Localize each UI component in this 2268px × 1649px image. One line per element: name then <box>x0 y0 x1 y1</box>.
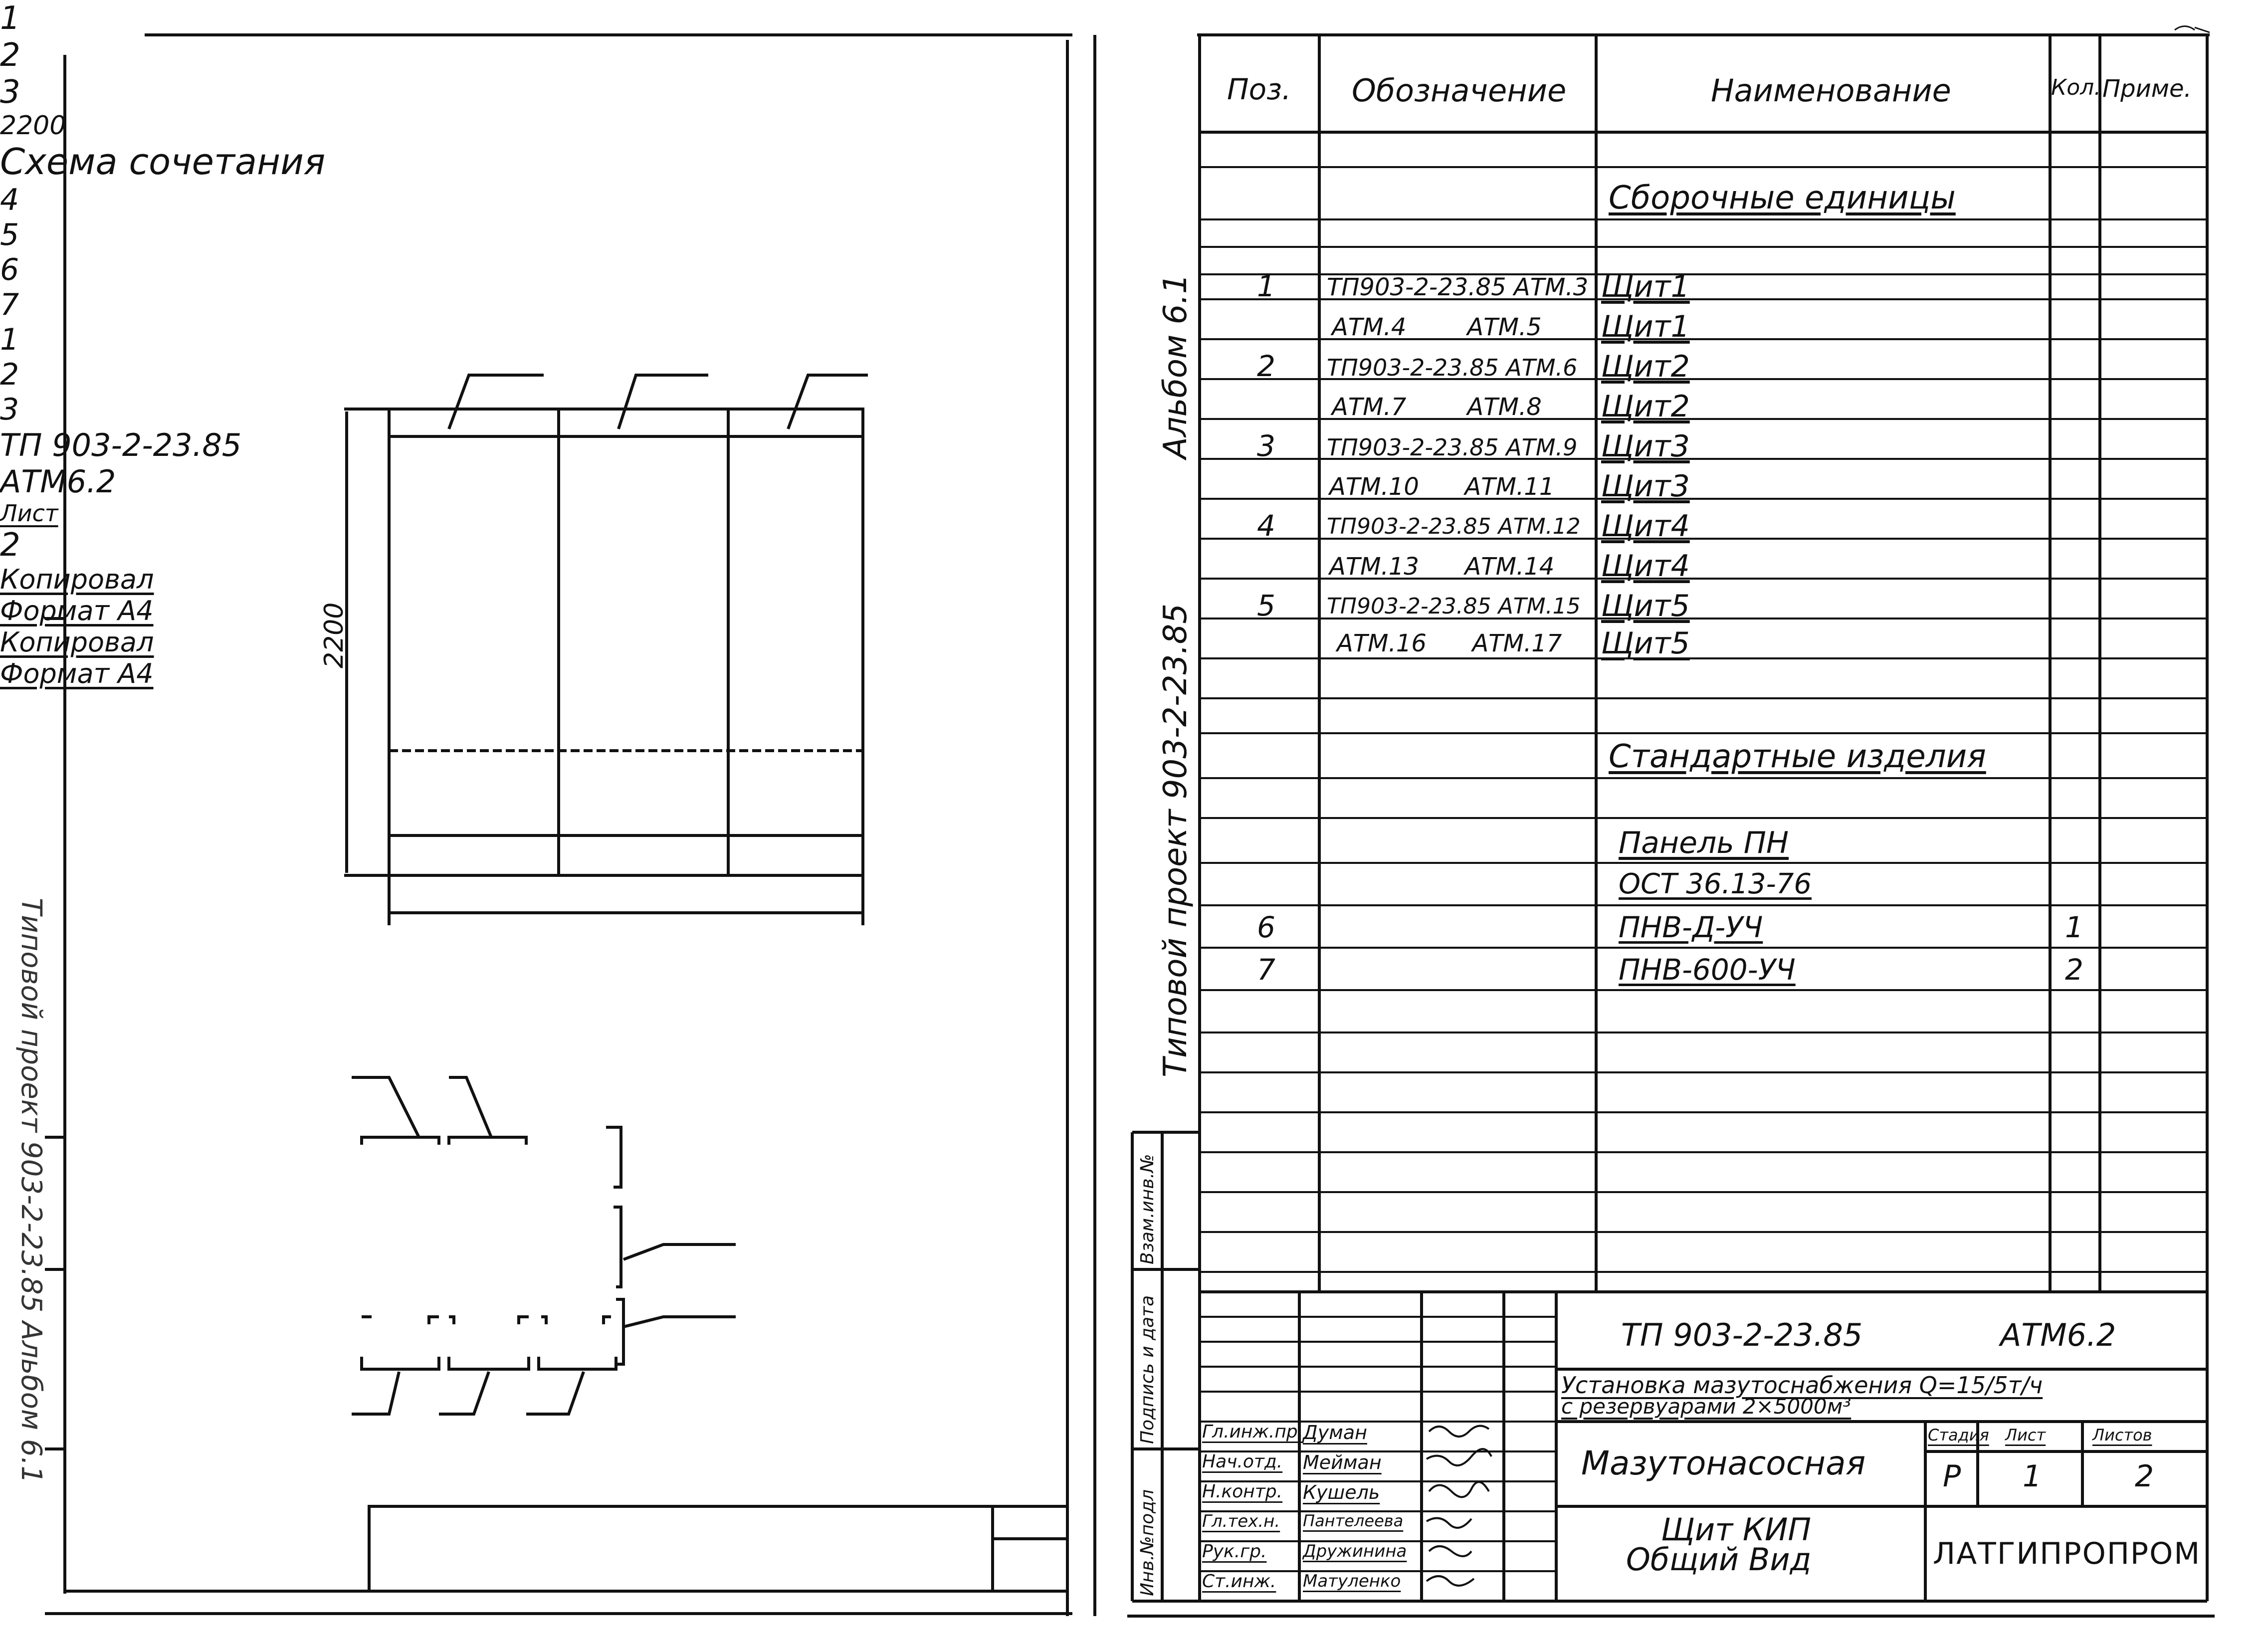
row-4-designation: АТМ.7 АТМ.8 <box>1332 393 1542 421</box>
sig-role-2: Нач.отд. <box>1202 1451 1283 1472</box>
sig-name-1: Думан <box>1303 1422 1367 1443</box>
side-label-replace: Взам.инв.№ <box>1137 1154 1158 1264</box>
row-9-name: Щит5 <box>1601 589 1690 623</box>
schema-callout-7: 7 <box>0 287 19 322</box>
row-6-designation: АТМ.10 АТМ.11 <box>1329 473 1555 501</box>
tb-sheet: 1 <box>2023 1459 2042 1494</box>
std-row-3-pos: 6 <box>1257 910 1275 944</box>
right-footer-format: Формат А4 <box>0 658 154 689</box>
sig-name-3: Кушель <box>1303 1481 1380 1503</box>
schema-callout-4: 4 <box>0 183 19 217</box>
std-row-1-name: Панель ПН <box>1619 825 1789 860</box>
row-3-name: Щит2 <box>1601 349 1690 384</box>
row-4-name: Щит2 <box>1601 389 1690 424</box>
tb-project-line2: с резервуарами 2×5000м³ <box>1561 1394 1852 1419</box>
dimension-height: 2200 <box>319 602 349 668</box>
tb-project-line1: Установка мазутоснабжения Q=15/5т/ч <box>1561 1372 2043 1399</box>
left-footer-format: Формат А4 <box>0 595 154 626</box>
row-5-designation: ТП903-2-23.85 АТМ.9 <box>1327 434 1578 461</box>
schema-callout-6: 6 <box>0 252 19 287</box>
tb-sheet-label: Лист <box>2005 1426 2046 1444</box>
sig-name-2: Мейман <box>1303 1451 1382 1473</box>
left-stamp-sheet-label: Лист <box>0 500 58 527</box>
left-stamp-code: ТП 903-2-23.85 <box>0 427 242 463</box>
row-5-name: Щит3 <box>1601 429 1690 464</box>
sig-role-5: Рук.гр. <box>1202 1541 1267 1562</box>
row-3-pos: 2 <box>1257 349 1275 383</box>
schema-callout-5: 5 <box>0 217 19 252</box>
tb-drawing-line2: Общий Вид <box>1626 1541 1812 1578</box>
std-row-3-qty: 1 <box>2065 910 2083 944</box>
row-8-name: Щит4 <box>1601 549 1690 584</box>
side-label-sign: Подпись и дата <box>1137 1295 1158 1444</box>
tb-doc: АТМ6.2 <box>2000 1317 2116 1353</box>
row-2-name: Щит1 <box>1601 309 1690 344</box>
header-pos: Поз. <box>1227 72 1291 106</box>
row-5-pos: 3 <box>1257 429 1275 463</box>
callout-2: 2 <box>0 37 20 74</box>
sig-role-1: Гл.инж.пр. <box>1202 1422 1304 1442</box>
sig-role-4: Гл.тех.н. <box>1202 1511 1280 1531</box>
std-row-4-pos: 7 <box>1257 953 1275 987</box>
std-row-4-qty: 2 <box>2065 953 2083 987</box>
callout-3: 3 <box>0 74 20 111</box>
header-designation: Обозначение <box>1352 72 1567 109</box>
callout-1: 1 <box>0 0 20 37</box>
schema-callout-b1: 1 <box>0 322 19 357</box>
std-row-2-name: ОСТ 36.13-76 <box>1619 868 1812 900</box>
row-7-pos: 4 <box>1257 509 1275 543</box>
schema-callout-b3: 3 <box>0 392 19 427</box>
tb-drawing-line1: Щит КИП <box>1661 1511 1811 1548</box>
sig-role-6: Ст.инж. <box>1202 1571 1276 1592</box>
tb-object: Мазутонасосная <box>1581 1444 1866 1482</box>
section-assemblies: Сборочные единицы <box>1609 180 1956 216</box>
row-3-designation: ТП903-2-23.85 АТМ.6 <box>1327 354 1578 381</box>
side-label-inv: Инв.№подл <box>1137 1489 1158 1596</box>
section-standard: Стандартные изделия <box>1609 738 1986 775</box>
tb-sheets-label: Листов <box>2092 1426 2152 1444</box>
row-1-name: Щит1 <box>1601 269 1690 304</box>
row-10-designation: АТМ.16 АТМ.17 <box>1337 629 1562 657</box>
side-text-album: Альбом 6.1 <box>1157 273 1194 459</box>
row-9-designation: ТП903-2-23.85 АТМ.15 <box>1327 594 1581 619</box>
side-text-project: Типовой проект 903-2-23.85 <box>1157 603 1194 1077</box>
row-1-designation: ТП903-2-23.85 АТМ.3 <box>1327 273 1589 301</box>
row-7-designation: ТП903-2-23.85 АТМ.12 <box>1327 514 1581 539</box>
left-stamp-doc: АТМ6.2 <box>0 463 116 500</box>
schema-callout-b2: 2 <box>0 357 19 392</box>
schema-title: Схема сочетания <box>0 141 326 183</box>
header-note: Приме. <box>2102 75 2192 103</box>
sig-role-3: Н.контр. <box>1202 1481 1283 1502</box>
header-qty: Кол. <box>2051 75 2101 100</box>
left-footer-copied: Копировал <box>0 564 154 595</box>
tb-stage: Р <box>1943 1459 1961 1494</box>
tb-stage-label: Стадия <box>1928 1426 1989 1444</box>
left-spine-text: Типовой проект 903-2-23.85 Альбом 6.1 <box>15 898 47 1484</box>
sig-name-4: Пантелеева <box>1303 1511 1404 1530</box>
left-stamp-sheet-no: 2 <box>0 527 20 564</box>
row-10-name: Щит5 <box>1601 626 1690 661</box>
tb-code: ТП 903-2-23.85 <box>1621 1317 1863 1353</box>
row-9-pos: 5 <box>1257 589 1275 622</box>
sig-name-5: Дружинина <box>1303 1541 1407 1561</box>
tb-sheets: 2 <box>2135 1459 2154 1494</box>
std-row-3-name: ПНВ-Д-УЧ <box>1619 910 1763 944</box>
row-6-name: Щит3 <box>1601 469 1690 504</box>
row-2-designation: АТМ.4 АТМ.5 <box>1332 313 1542 341</box>
tb-org: ЛАТГИПРОПРОМ <box>1933 1536 2201 1571</box>
row-8-designation: АТМ.13 АТМ.14 <box>1329 553 1555 581</box>
header-name: Наименование <box>1711 72 1951 109</box>
dimension-width: 2200 <box>0 111 66 141</box>
row-1-pos: 1 <box>1257 269 1275 303</box>
row-7-name: Щит4 <box>1601 509 1690 544</box>
sig-name-6: Матуленко <box>1303 1571 1401 1591</box>
std-row-4-name: ПНВ-600-УЧ <box>1619 953 1796 987</box>
right-footer-copied: Копировал <box>0 626 154 658</box>
